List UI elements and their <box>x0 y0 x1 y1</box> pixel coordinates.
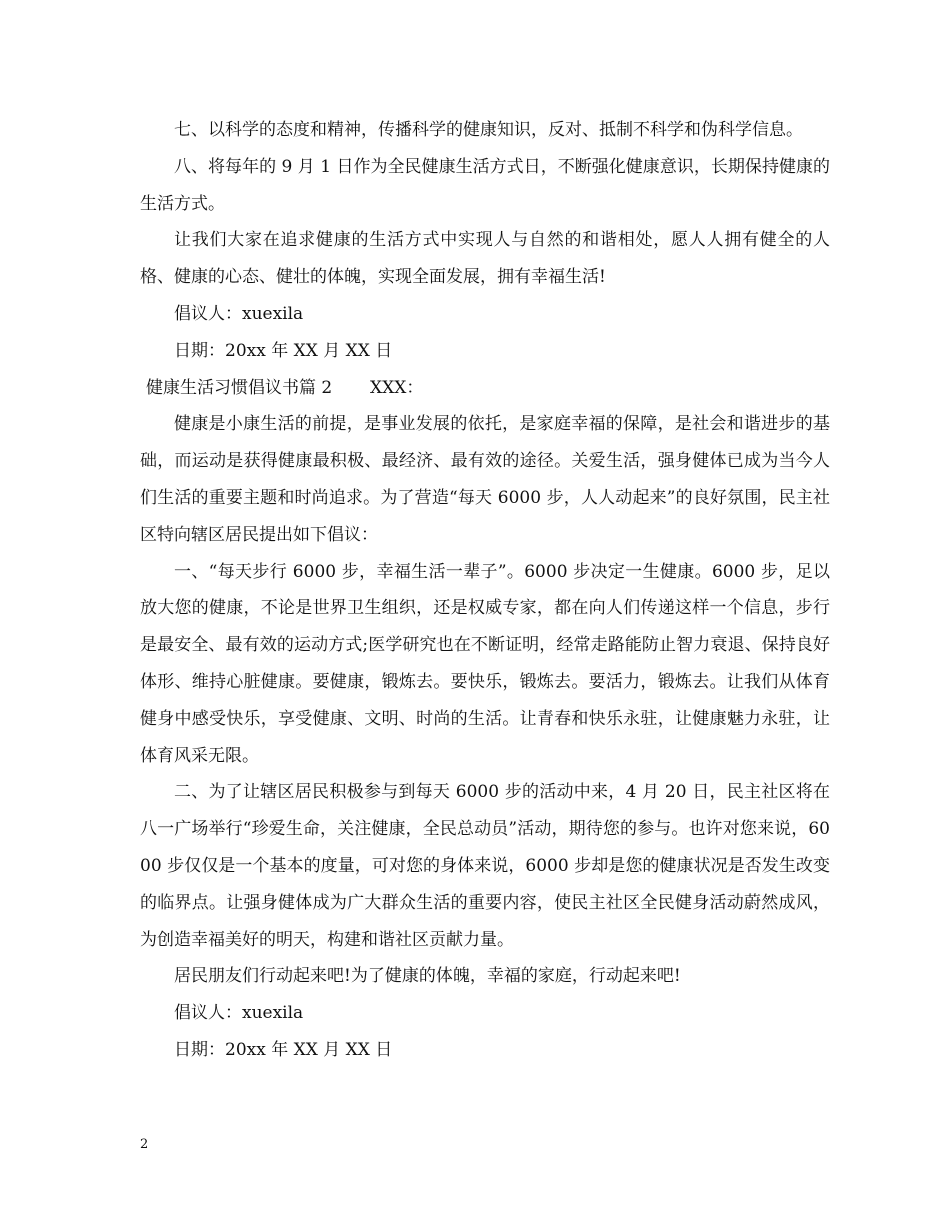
paragraph-intro: 健康是小康生活的前提，是事业发展的依托，是家庭幸福的保障，是社会和谐进步的基础，而运动是获得健康最积极、最经济、最有效的途径。关爱生活，强身健体已成为当今人们生活的重要主题和时尚追求。为了营造“每天 6000 步，人人动起来”的良好氛围，民主社区特向辖区居民提出如下倡议： <box>140 414 830 545</box>
page-number: 2 <box>140 1137 149 1152</box>
date-line-2: 日期：20xx 年 XX 月 XX 日 <box>174 1039 393 1060</box>
document-body <box>140 112 830 1069</box>
proposer-line-2: 倡议人：xuexila <box>174 1003 304 1024</box>
section-heading: 健康生活习惯倡议书篇 2 XXX： <box>146 377 424 398</box>
paragraph-call-to-action: 居民朋友们行动起来吧!为了健康的体魄，幸福的家庭，行动起来吧! <box>174 966 681 987</box>
paragraph-closing: 让我们大家在追求健康的生活方式中实现人与自然的和谐相处，愿人人拥有健全的人格、健康的心态、健壮的体魄，实现全面发展，拥有幸福生活! <box>140 230 830 288</box>
paragraph-item-2: 二、为了让辖区居民积极参与到每天 6000 步的活动中来，4 月 20 日，民主社区将在八一广场举行“珍爱生命，关注健康，全民总动员”活动，期待您的参与。也许对您来说，6000 步仅仅是一个基本的度量，可对您的身体来说，6000 步却是您的健康状况是否发生改变的临界点。让强身健体成为广大群众生活的重要内容，使民主社区全民健身活动蔚然成风，为创造幸福美好的明天，构建和谐社区贡献力量。 <box>140 782 830 950</box>
date-line: 日期：20xx 年 XX 月 XX 日 <box>174 340 393 361</box>
paragraph-item-1: 一、“每天步行 6000 步，幸福生活一辈子”。6000 步决定一生健康。6000 步，足以放大您的健康，不论是世界卫生组织，还是权威专家，都在向人们传递这样一个信息，步行是最安全、最有效的运动方式;医学研究也在不断证明，经常走路能防止智力衰退、保持良好体形、维持心脏健康。要健康，锻炼去。要快乐，锻炼去。要活力，锻炼去。让我们从体育健身中感受快乐，享受健康、文明、时尚的生活。让青春和快乐永驻，让健康魅力永驻，让体育风采无限。 <box>140 561 830 766</box>
proposer-line: 倡议人：xuexila <box>174 303 304 324</box>
paragraph-item-7: 七、以科学的态度和精神，传播科学的健康知识，反对、抵制不科学和伪科学信息。 <box>174 120 803 140</box>
paragraph-item-8: 八、将每年的 9 月 1 日作为全民健康生活方式日，不断强化健康意识，长期保持健康的生活方式。 <box>140 156 830 214</box>
